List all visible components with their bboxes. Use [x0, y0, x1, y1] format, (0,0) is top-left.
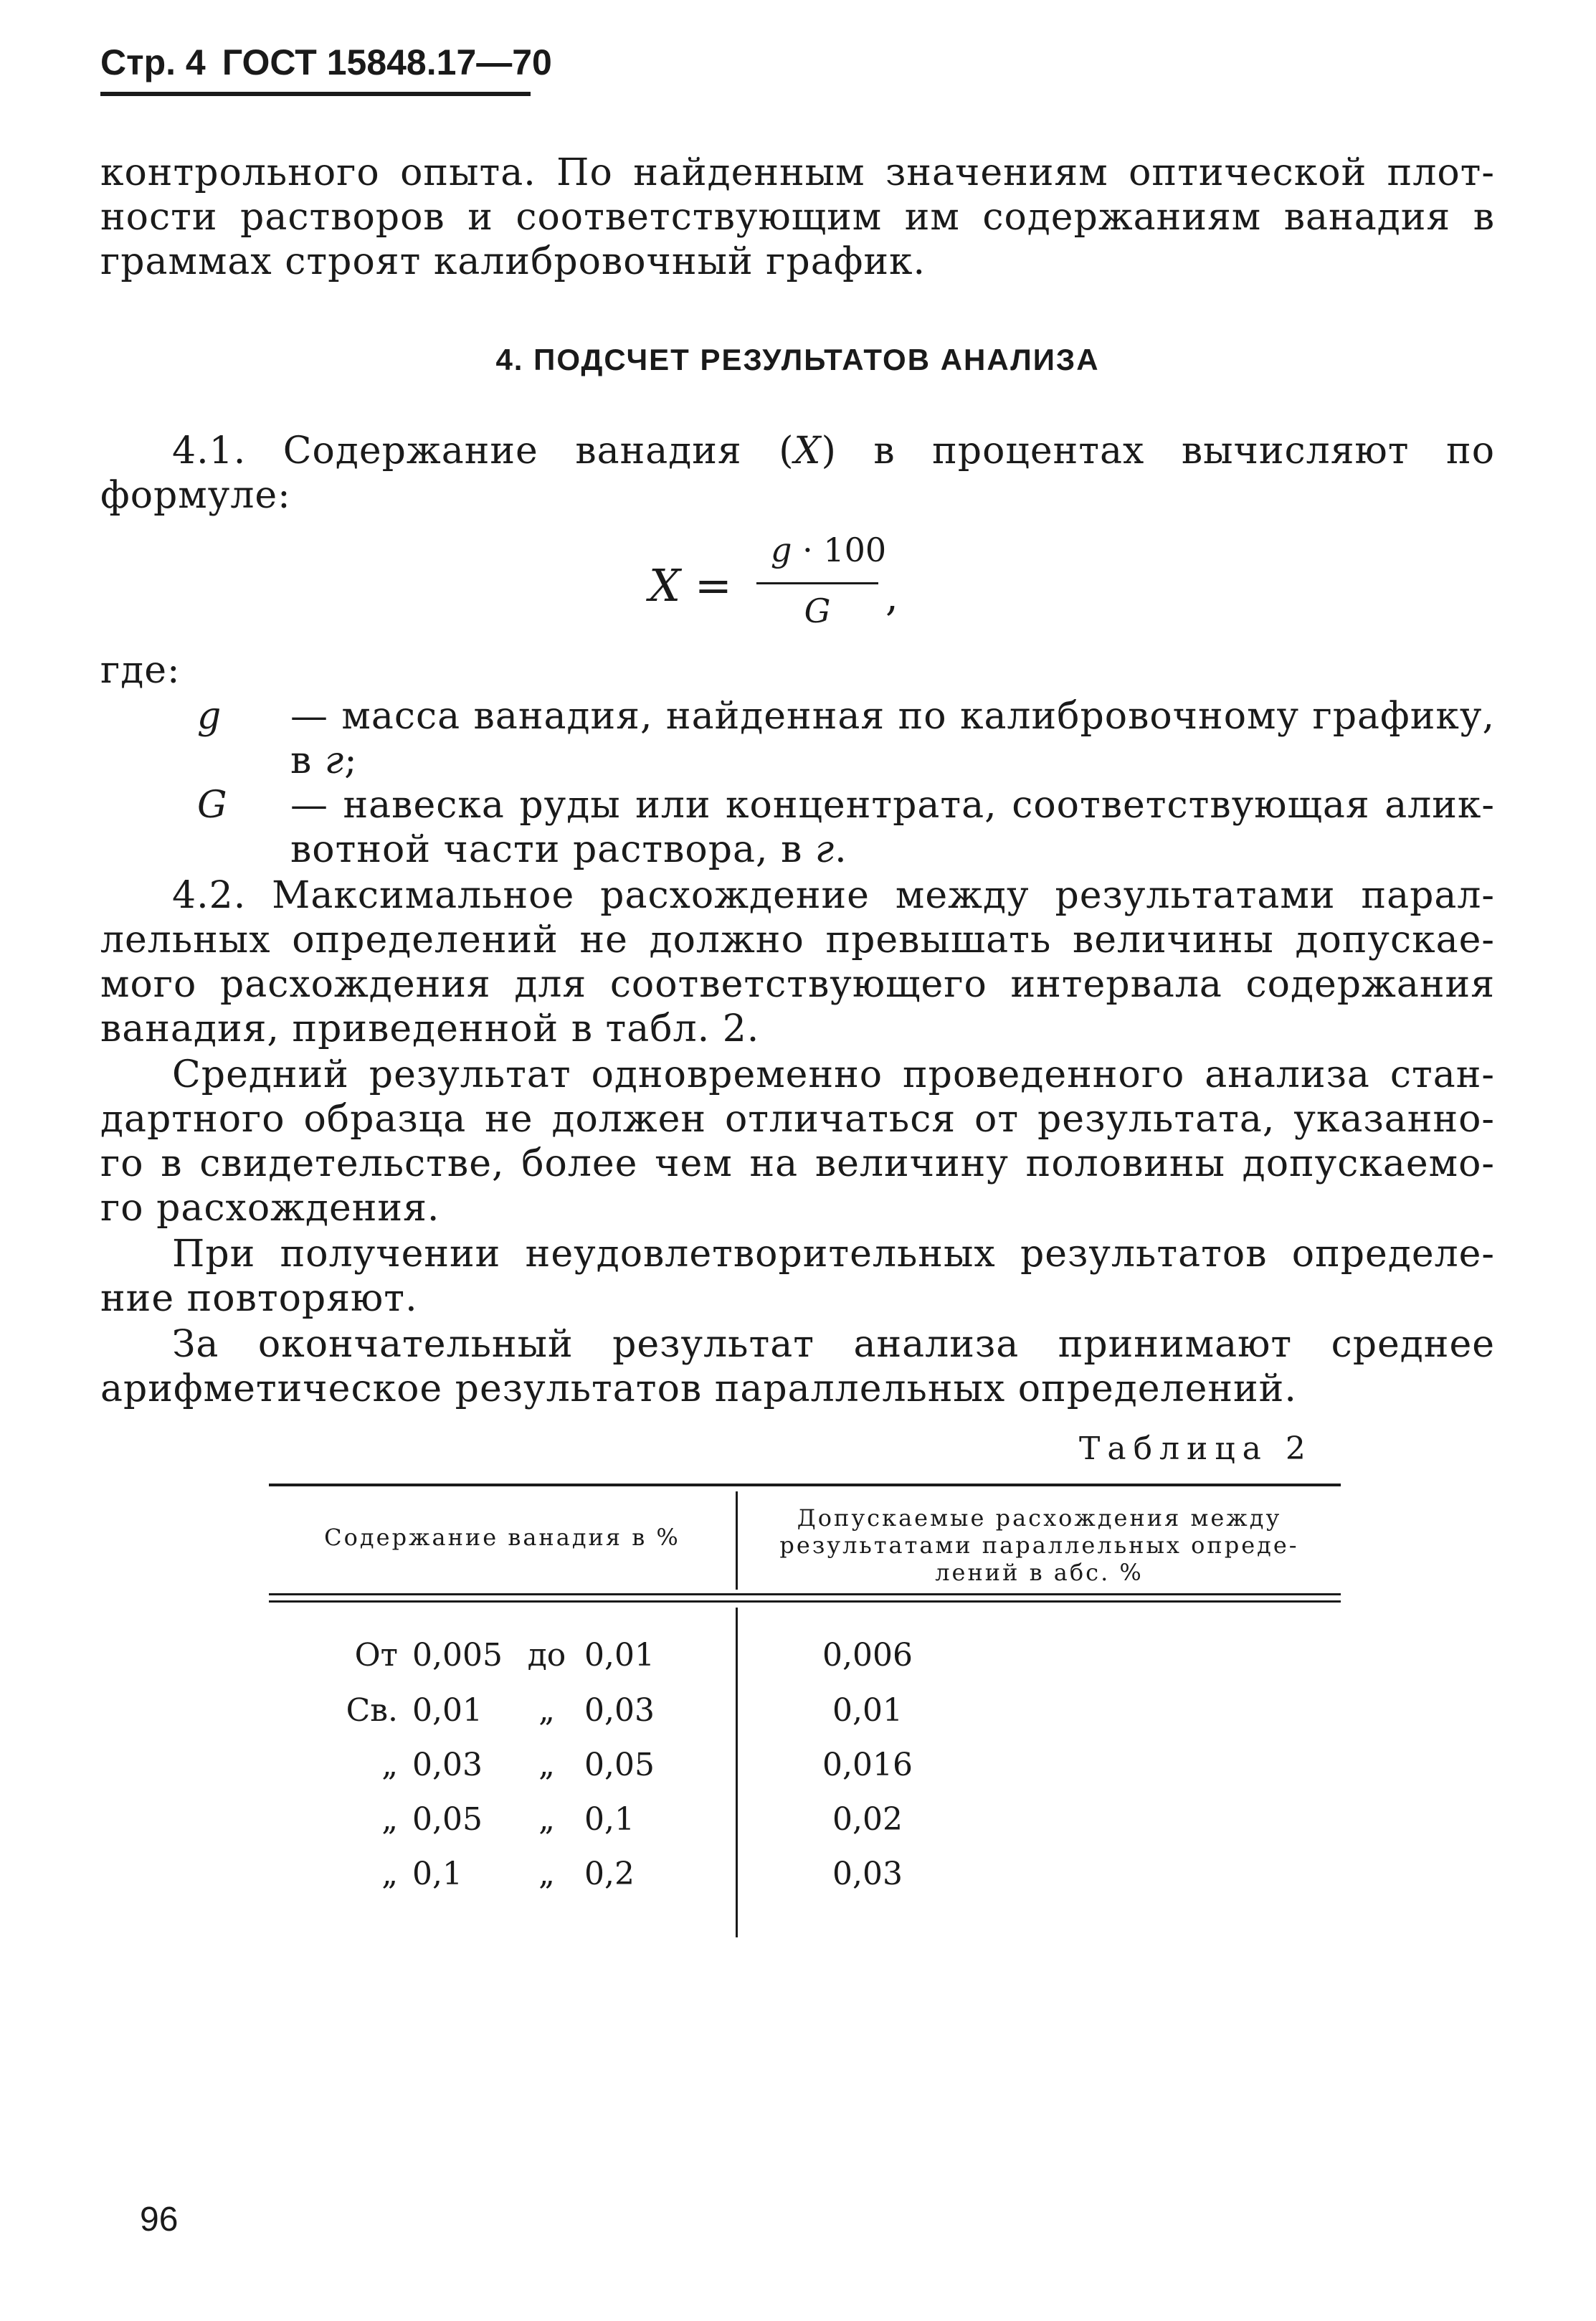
definition-G-symbol: G [197, 784, 228, 827]
table-col2-header-line-1: Допускаемые расхождения между [797, 1504, 1282, 1532]
p41-text-b: ) в процентах вычисляют по [821, 429, 1495, 473]
p41-line-1 [100, 429, 1495, 473]
p-retry-line-2: ние повторяют. [100, 1277, 418, 1320]
p-final-line-2: арифметическое результатов параллельных определений. [100, 1367, 1297, 1410]
intro-line-2: ности растворов и соответствующим им содержаниям ванадия в [100, 196, 1495, 239]
table-row [269, 1856, 1341, 1906]
intro-line-1: контрольного опыта. По найденным значениям оптической плот- [100, 151, 1495, 194]
p-retry-line-1: При получении неудовлетворительных результатов определе- [172, 1233, 1495, 1276]
p42-line-3: мого расхождения для соответствующего интервала содержания [100, 963, 1495, 1006]
where-label: где: [100, 649, 181, 692]
table-header-rule-2 [269, 1600, 1341, 1603]
p41-var-x: X [794, 429, 822, 473]
p41-text-a: 4.1. Содержание ванадия ( [172, 429, 794, 473]
table-row [269, 1801, 1341, 1851]
row-3-from: 0,03 [412, 1747, 483, 1783]
definition-G-line-1: — навеска руды или концентрата, соответствующая алик- [290, 784, 1495, 827]
row-3-to: 0,05 [584, 1747, 655, 1783]
formula-num-var: g [771, 531, 792, 569]
row-4-connector: „ [538, 1801, 555, 1838]
definition-g-unit: г [324, 739, 345, 782]
table-top-rule [269, 1484, 1341, 1486]
formula-numerator [771, 531, 887, 569]
row-4-tolerance: 0,02 [832, 1801, 903, 1838]
row-1-connector: до [527, 1637, 566, 1674]
row-4-prefix: „ [381, 1801, 398, 1838]
row-5-from: 0,1 [412, 1856, 462, 1892]
row-4-from: 0,05 [412, 1801, 483, 1838]
definition-G-line-2-text: вотной части раствора, в [290, 828, 815, 871]
row-2-tolerance: 0,01 [832, 1692, 903, 1729]
formula-comma: , [885, 574, 898, 620]
row-5-prefix: „ [381, 1856, 398, 1892]
row-2-connector: „ [538, 1692, 555, 1729]
section-heading: 4. ПОДСЧЕТ РЕЗУЛЬТАТОВ АНАЛИЗА [495, 343, 1100, 376]
p-final-line-1: За окончательный результат анализа принимают среднее [172, 1323, 1495, 1366]
row-4-to: 0,1 [584, 1801, 635, 1838]
row-3-connector: „ [538, 1747, 555, 1783]
definition-G-tail: . [835, 828, 847, 871]
formula-fraction-bar [756, 582, 878, 584]
row-2-to: 0,03 [584, 1692, 655, 1729]
row-2-prefix: Св. [346, 1692, 398, 1729]
table-row [269, 1747, 1341, 1797]
definition-G-line-2 [290, 827, 1495, 872]
formula-lhs: X = [649, 559, 732, 612]
definition-G [100, 783, 1495, 872]
row-5-connector: „ [538, 1856, 555, 1892]
header-standard-label: ГОСТ 15848.17—70 [222, 42, 552, 82]
page-number: 96 [140, 2201, 179, 2239]
p42-line-4: ванадия, приведенной в табл. 2. [100, 1007, 760, 1050]
table-row [269, 1637, 1341, 1687]
intro-line-3: граммах строят калибровочный график. [100, 240, 926, 283]
formula-num-rest: · 100 [792, 531, 887, 569]
row-2-from: 0,01 [412, 1692, 483, 1729]
row-1-tolerance: 0,006 [822, 1637, 913, 1674]
p41-line-2: формуле: [100, 474, 291, 517]
table-row [269, 1692, 1341, 1742]
definition-g-line-1: — масса ванадия, найденная по калибровочному графику, [290, 695, 1495, 738]
p-std-line-2: дартного образца не должен отличаться от результата, указанно- [100, 1098, 1495, 1141]
header-rule [100, 92, 531, 96]
row-5-tolerance: 0,03 [832, 1856, 903, 1892]
formula-denominator: G [804, 592, 831, 630]
p-std-line-3: го в свидетельстве, более чем на величину половины допускаемо- [100, 1142, 1495, 1185]
row-1-prefix: От [354, 1637, 398, 1674]
definition-G-unit: г [814, 828, 835, 871]
p-std-line-1: Средний результат одновременно проведенного анализа стан- [172, 1053, 1495, 1096]
definition-g [100, 694, 1495, 783]
table-caption: Таблица 2 [1079, 1430, 1313, 1467]
p42-line-1: 4.2. Максимальное расхождение между результатами парал- [172, 874, 1495, 917]
row-1-from: 0,005 [412, 1637, 503, 1674]
row-3-prefix: „ [381, 1747, 398, 1783]
row-1-to: 0,01 [584, 1637, 655, 1674]
row-5-to: 0,2 [584, 1856, 635, 1892]
row-3-tolerance: 0,016 [822, 1747, 913, 1783]
definition-g-tail: ; [344, 739, 358, 782]
table-col1-header: Содержание ванадия в % [324, 1524, 680, 1551]
definition-g-symbol: g [197, 695, 222, 738]
table-col2-header-line-3: лений в абс. % [935, 1559, 1144, 1586]
p42-line-2: лельных определений не должно превышать величины допускае- [100, 919, 1495, 962]
running-header [100, 42, 552, 83]
p-std-line-4: го расхождения. [100, 1187, 440, 1230]
table-col2-header-line-2: результатами параллельных опреде- [779, 1532, 1299, 1559]
header-page-label: Стр. 4 [100, 42, 206, 82]
definition-g-line-2-text: в [290, 739, 325, 782]
definition-g-line-2 [290, 739, 1495, 783]
table-header-rule-1 [269, 1593, 1341, 1595]
